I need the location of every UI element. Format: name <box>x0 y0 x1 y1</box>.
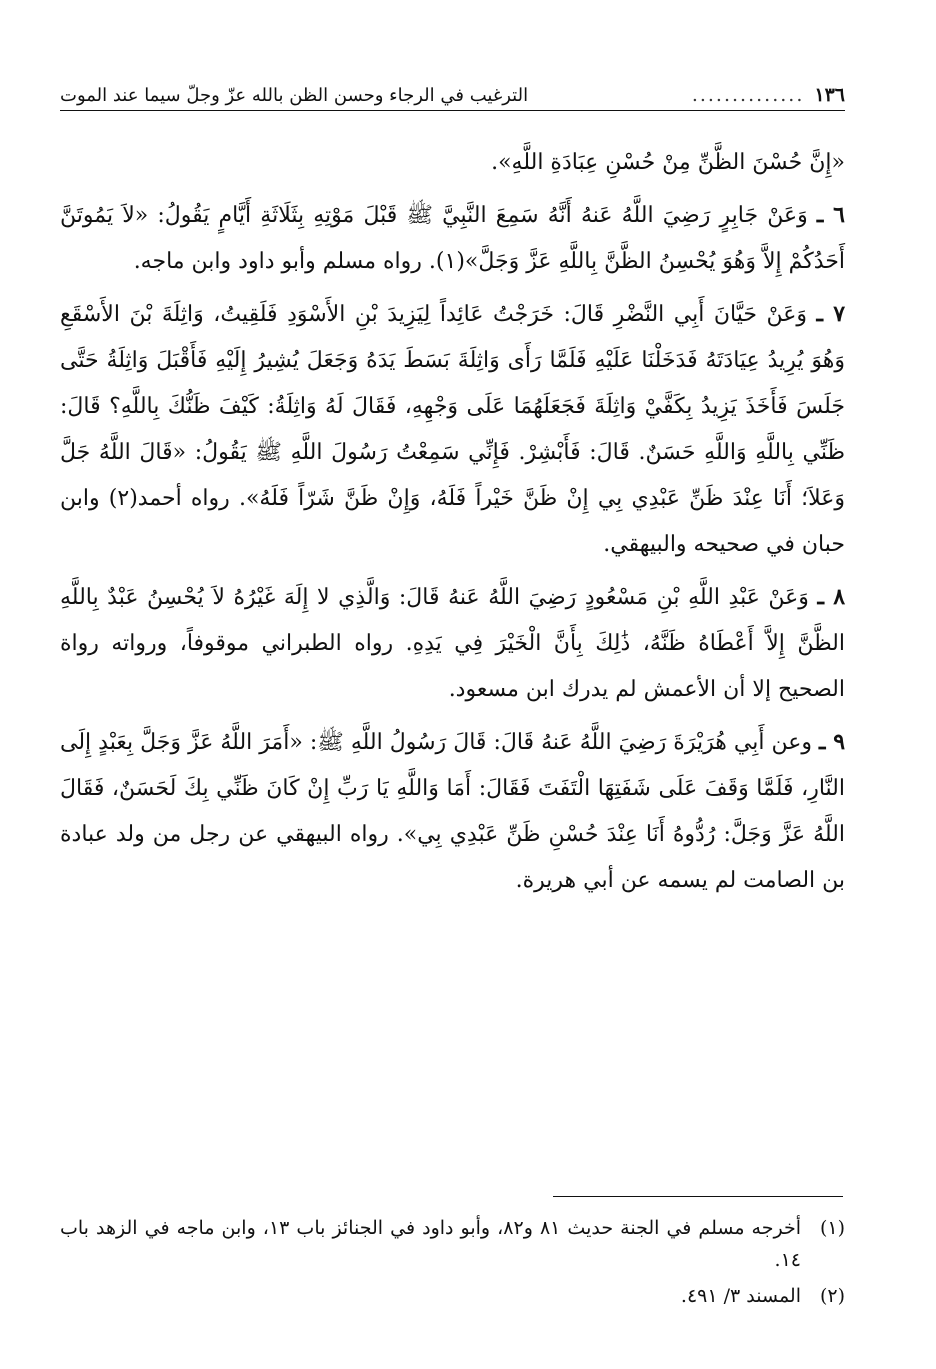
footnote-text: المسند ٣/ ٤٩١. <box>680 1285 801 1307</box>
paragraph-text: وَعَنْ جَابِرٍ رَضِيَ اللَّهُ عَنهُ أَنَّهُ سَمِعَ النَّبِيَّ ﷺ قَبْلَ مَوْتِهِ بِثَلَاثَةِ أَيَّامٍ يَقُولُ: «لاَ يَمُوتَنَّ أَحَدُكُمْ إِلاَّ وَهُوَ يُحْسِنُ الظَّنَّ بِاللَّهِ عَزَّ وَجَلَّ»(١). رواه مسلم وأبو داود وابن ماجه. <box>60 203 845 274</box>
footnotes <box>60 1212 845 1316</box>
paragraph-continuation <box>60 140 845 186</box>
leader-dots: .............. <box>691 84 805 106</box>
hadith-9 <box>60 719 845 904</box>
footnote-text: أخرجه مسلم في الجنة حديث ٨١ و٨٢، وأبو داود في الجنائز باب ١٣، وابن ماجه في الزهد باب ١٤. <box>60 1217 801 1271</box>
footnote-number: (٢) <box>819 1285 845 1307</box>
hadith-number: ٦ ـ <box>816 202 845 228</box>
main-text <box>60 140 845 910</box>
hadith-number: ٧ ـ <box>816 301 846 327</box>
running-header <box>60 80 845 111</box>
paragraph-text: وَعَنْ حَيَّانَ أَبِي النَّضْرِ قَالَ: خَرَجْتُ عَائِداً لِيَزِيدَ بْنِ الأَسْوَدِ فَلَقِيتُ، وَاثِلَةَ بْنَ الأَسْقَعِ وَهُوَ يُرِيدُ عِيَادَتَهُ فَدَخَلْنَا عَلَيْهِ فَلَمَّا رَأَى وَاثِلَةَ بَسَطَ يَدَهُ وَجَعَلَ يُشِيرُ إِلَيْهِ فَأَقْبَلَ وَاثِلَةُ حَتَّى جَلَسَ فَأَخَذَ يَزِيدُ بِكَفَّيْ وَاثِلَةَ فَجَعَلَهُمَا عَلَى وَجْهِهِ، فَقَالَ لَهُ وَاثِلَةُ: كَيْفَ ظَنُّكَ بِاللَّهِ؟ قَالَ: ظَنِّي بِاللَّهِ وَاللَّهِ حَسَنٌ. قَالَ: فَأَبْشِرْ. فَإِنِّي سَمِعْتُ رَسُولَ اللَّهِ ﷺ يَقُولُ: «قَالَ اللَّهُ جَلَّ وَعَلاَ؛ أَنَا عِنْدَ ظَنِّ عَبْدِي بِي إِنْ ظَنَّ خَيْراً فَلَهُ، وَإِنْ ظَنَّ شَرّاً فَلَهُ». رواه أحمد(٢) وابن حبان في صحيحه والبيهقي. <box>60 302 846 557</box>
page-number: ١٣٦ <box>814 84 845 106</box>
hadith-number: ٩ ـ <box>819 729 846 755</box>
hadith-number: ٨ ـ <box>817 584 846 610</box>
footnote-number: (١) <box>819 1217 845 1239</box>
paragraph-text: «إِنَّ حُسْنَ الظَّنِّ مِنْ حُسْنِ عِبَادَةِ اللَّهِ». <box>491 150 845 175</box>
footnote-2 <box>60 1280 845 1312</box>
footnote-separator <box>553 1196 843 1197</box>
paragraph-text: وَعَنْ عَبْدِ اللَّهِ بْنِ مَسْعُودٍ رَضِيَ اللَّهُ عَنهُ قَالَ: وَالَّذِي لا إِلَهَ غَيْرُهُ لاَ يُحْسِنُ عَبْدٌ بِاللَّهِ الظَّنَّ إِلاَّ أَعْطَاهُ ظَنَّهُ، ذَٰلِكَ بِأَنَّ الْخَيْرَ فِي يَدِهِ. رواه الطبراني موقوفاً، ورواته رواة الصحيح إلا أن الأعمش لم يدرك ابن مسعود. <box>60 585 845 702</box>
hadith-8 <box>60 574 845 713</box>
hadith-6 <box>60 192 845 285</box>
hadith-7 <box>60 291 845 568</box>
paragraph-text: وعن أَبِي هُرَيْرَةَ رَضِيَ اللَّهُ عَنهُ قَالَ: قَالَ رَسُولُ اللَّهِ ﷺ: «أَمَرَ اللَّهُ عَزَّ وَجَلَّ بِعَبْدٍ إِلَى النَّارِ، فَلَمَّا وَقَفَ عَلَى شَفَتِهَا الْتَفَتَ فَقَالَ: أَمَا وَاللَّهِ يَا رَبِّ إِنْ كَانَ ظَنِّي بِكَ لَحَسَنٌ، فَقَالَ اللَّهُ عَزَّ وَجَلَّ: رُدُّوهُ أَنَا عِنْدَ حُسْنِ ظَنِّ عَبْدِي بِي». رواه البيهقي عن رجل من ولد عبادة بن الصامت لم يسمه عن أبي هريرة. <box>60 730 845 893</box>
running-title: الترغيب في الرجاء وحسن الظن بالله عزّ وجلّ سيما عند الموت <box>60 84 529 106</box>
footnote-1 <box>60 1212 845 1276</box>
